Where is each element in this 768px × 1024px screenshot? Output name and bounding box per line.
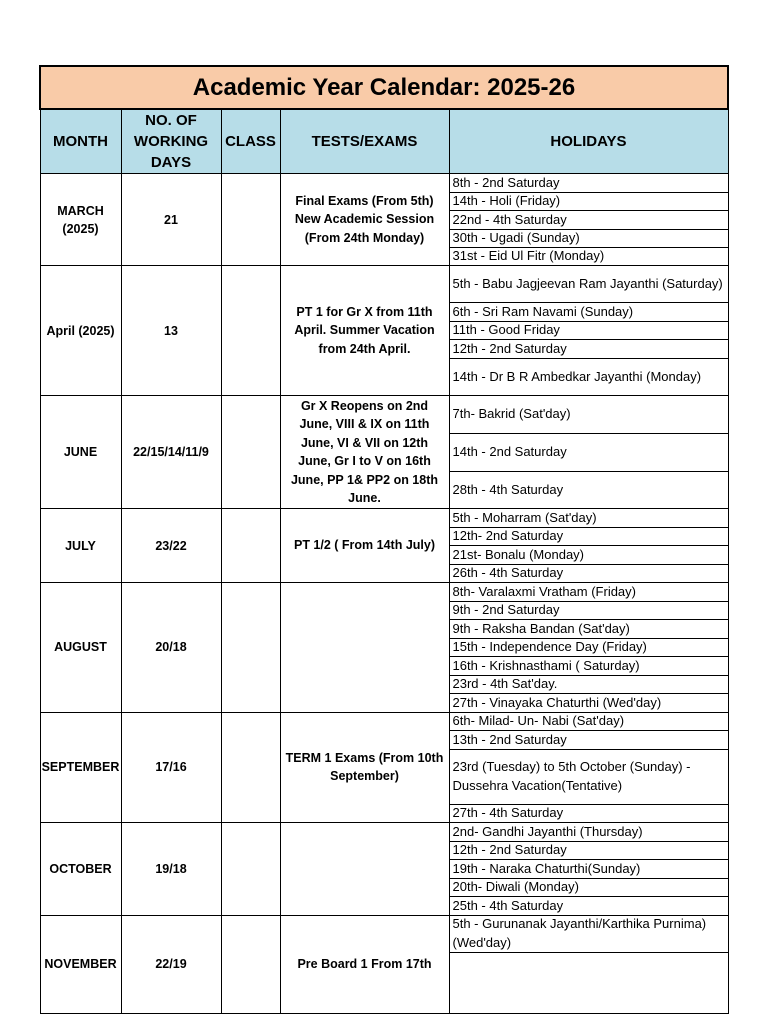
holiday-item: 19th - Naraka Chaturthi(Sunday) [450,860,728,879]
holiday-item: 21st- Bonalu (Monday) [450,546,728,565]
month-row [40,823,728,916]
tests-cell: PT 1 for Gr X from 11th April. Summer Vacation from 24th April. [280,266,449,396]
working-days-cell: 19/18 [121,823,221,916]
calendar-body [40,174,728,1014]
holidays-cell [449,509,728,583]
holiday-item: 11th - Good Friday [450,322,728,341]
holiday-item: 12th - 2nd Saturday [450,340,728,359]
tests-cell: Final Exams (From 5th) New Academic Session (From 24th Monday) [280,174,449,266]
tests-cell [280,583,449,713]
holiday-item: 5th - Moharram (Sat'day) [450,509,728,528]
holidays-cell [449,915,728,1013]
month-row [40,509,728,583]
holiday-item: 16th - Krishnasthami ( Saturday) [450,657,728,676]
class-cell [221,174,280,266]
month-cell: April (2025) [40,266,121,396]
class-cell [221,266,280,396]
holidays-cell [449,174,728,266]
holiday-item: 6th- Milad- Un- Nabi (Sat'day) [450,713,728,732]
holiday-item: 2nd- Gandhi Jayanthi (Thursday) [450,823,728,842]
class-cell [221,712,280,823]
calendar-table [39,65,729,1014]
holiday-item: 9th - 2nd Saturday [450,602,728,621]
holiday-item: 7th- Bakrid (Sat'day) [450,396,728,434]
holidays-cell [449,583,728,713]
working-days-cell: 17/16 [121,712,221,823]
holiday-item: 31st - Eid Ul Fitr (Monday) [452,248,605,264]
working-days-cell: 13 [121,266,221,396]
month-cell: OCTOBER [40,823,121,916]
month-row [40,915,728,1013]
holiday-item: 9th - Raksha Bandan (Sat'day) [450,620,728,639]
holiday-item: 28th - 4th Saturday [452,481,564,497]
holiday-item: 14th - Dr B R Ambedkar Jayanthi (Monday) [452,368,702,384]
holiday-item: 26th - 4th Saturday [452,565,564,580]
class-cell [221,396,280,509]
calendar-title: Academic Year Calendar: 2025-26 [40,66,728,109]
working-days-cell: 21 [121,174,221,266]
holiday-item: 12th - 2nd Saturday [450,842,728,861]
holidays-cell [449,396,728,509]
month-cell: SEPTEMBER [40,712,121,823]
holiday-item: 13th - 2nd Saturday [450,731,728,750]
month-row [40,266,728,396]
working-days-cell: 23/22 [121,509,221,583]
header-holidays: HOLIDAYS [449,109,728,174]
header-tests-exams: TESTS/EXAMS [280,109,449,174]
month-row [40,712,728,823]
calendar-clip [39,65,728,971]
holiday-item: 20th- Diwali (Monday) [450,879,728,898]
working-days-cell: 20/18 [121,583,221,713]
holidays-cell [449,712,728,823]
holiday-item: 5th - Babu Jagjeevan Ram Jayanthi (Saturday) [450,266,728,303]
tests-cell: Pre Board 1 From 17th [280,915,449,1013]
tests-cell: TERM 1 Exams (From 10th September) [280,712,449,823]
holiday-item: 15th - Independence Day (Friday) [450,639,728,658]
holiday-item: 22nd - 4th Saturday [450,211,728,230]
holiday-item: 23rd (Tuesday) to 5th October (Sunday) - Dussehra Vacation(Tentative) [450,750,728,805]
class-cell [221,915,280,1013]
month-row [40,174,728,266]
tests-cell: PT 1/2 ( From 14th July) [280,509,449,583]
holiday-item: 12th- 2nd Saturday [450,528,728,547]
class-cell [221,583,280,713]
class-cell [221,823,280,916]
holiday-item: 5th - Gurunanak Jayanthi/Karthika Purnima)(Wed'day) [450,916,728,953]
working-days-cell: 22/15/14/11/9 [121,396,221,509]
holidays-cell [449,266,728,396]
month-row [40,396,728,509]
month-cell: MARCH (2025) [40,174,121,266]
holidays-cell [449,823,728,916]
holiday-item: 8th- Varalaxmi Vratham (Friday) [450,583,728,602]
month-cell: JUNE [40,396,121,509]
month-cell: JULY [40,509,121,583]
month-cell: NOVEMBER [40,915,121,1013]
holiday-item: 14th - 2nd Saturday [450,434,728,472]
holiday-item-blank [450,953,728,1013]
holiday-item: 14th - Holi (Friday) [450,193,728,212]
tests-cell: Gr X Reopens on 2nd June, VIII & IX on 11th June, VI & VII on 12th June, Gr I to V on 16th June, PP 1& PP2 on 18th June. [280,396,449,509]
month-row [40,583,728,713]
holiday-item: 27th - 4th Saturday [452,805,564,820]
holiday-item: 30th - Ugadi (Sunday) [450,230,728,249]
header-month: MONTH [40,109,121,174]
holiday-item: 23rd - 4th Sat'day. [450,676,728,695]
holiday-item: 25th - 4th Saturday [452,897,564,913]
header-class: CLASS [221,109,280,174]
holiday-item: 27th - Vinayaka Chaturthi (Wed'day) [452,694,662,710]
holiday-item: 6th - Sri Ram Navami (Sunday) [450,303,728,322]
month-cell: AUGUST [40,583,121,713]
header-working-days: NO. OF WORKING DAYS [121,109,221,174]
tests-cell [280,823,449,916]
working-days-cell: 22/19 [121,915,221,1013]
holiday-item: 8th - 2nd Saturday [450,174,728,193]
class-cell [221,509,280,583]
